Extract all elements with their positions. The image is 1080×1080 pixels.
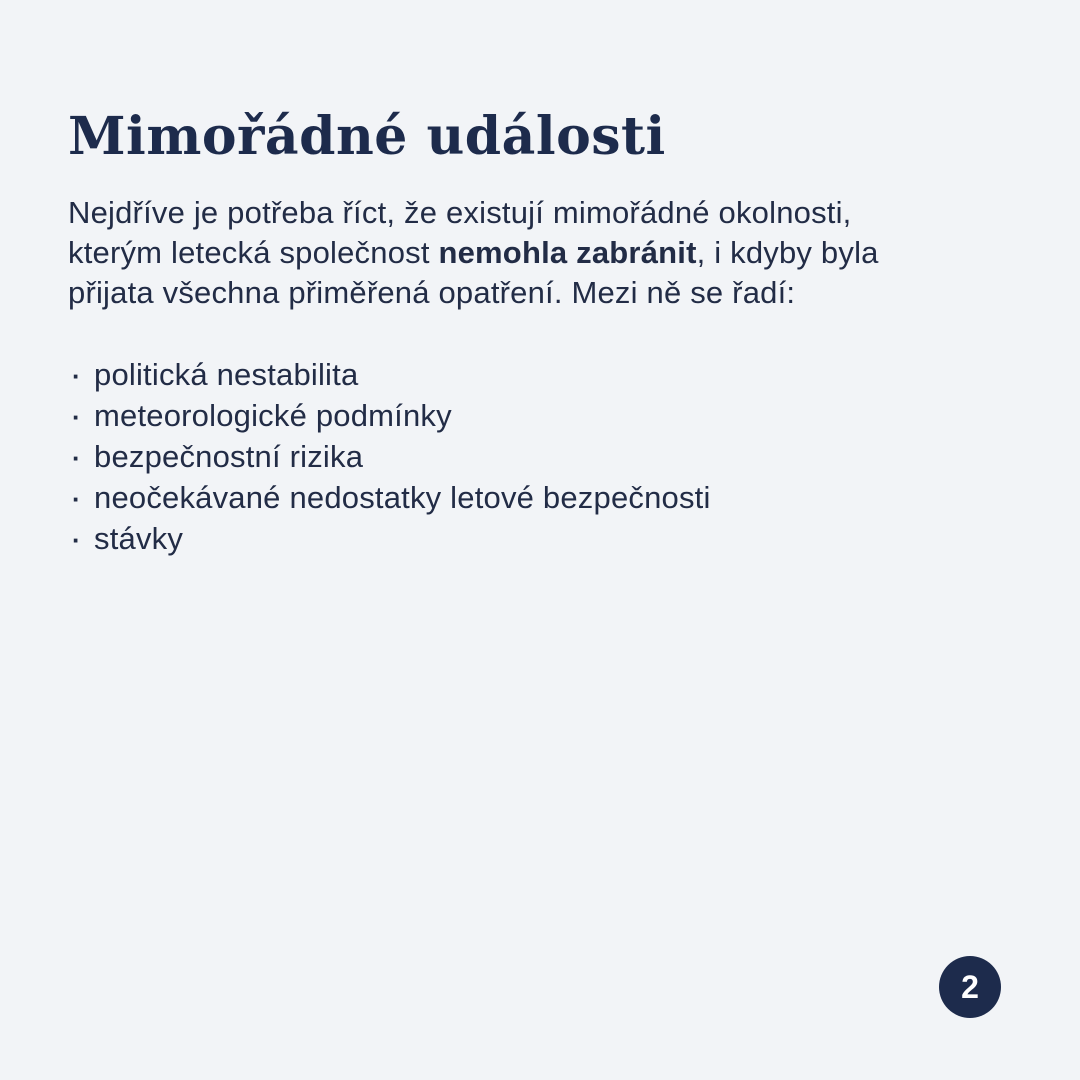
bullet-icon: · <box>72 484 81 515</box>
list-item-label: politická nestabilita <box>94 357 359 393</box>
list-item <box>68 437 880 478</box>
page-number-badge <box>939 956 1001 1018</box>
list-item-label: neočekávané nedostatky letové bezpečnosti <box>94 480 711 516</box>
slide-content <box>68 108 880 560</box>
paragraph-bold-text: nemohla zabránit <box>438 235 697 271</box>
list-item-label: bezpečnostní rizika <box>94 439 364 475</box>
bullet-icon: · <box>72 361 81 392</box>
list-item <box>68 355 880 396</box>
bullet-icon: · <box>72 443 81 474</box>
page-title: Mimořádné události <box>68 106 666 167</box>
list-item <box>68 396 880 437</box>
list-item-label: stávky <box>94 521 184 557</box>
bullet-icon: · <box>72 402 81 433</box>
intro-paragraph <box>68 193 880 313</box>
paragraph-text-after: , i kdyby byla přijata všechna přiměřená opatření. Mezi ně se řadí: <box>68 235 879 311</box>
bullet-icon: · <box>72 525 81 556</box>
list-item <box>68 519 880 560</box>
list-item <box>68 478 880 519</box>
paragraph-text-before: Nejdříve je potřeba říct, že existují mimořádné okolnosti, kterým letecká společnost <box>68 195 852 271</box>
list-item-label: meteorologické podmínky <box>94 398 452 434</box>
bullet-list <box>68 355 880 560</box>
page-number: 2 <box>961 968 979 1005</box>
